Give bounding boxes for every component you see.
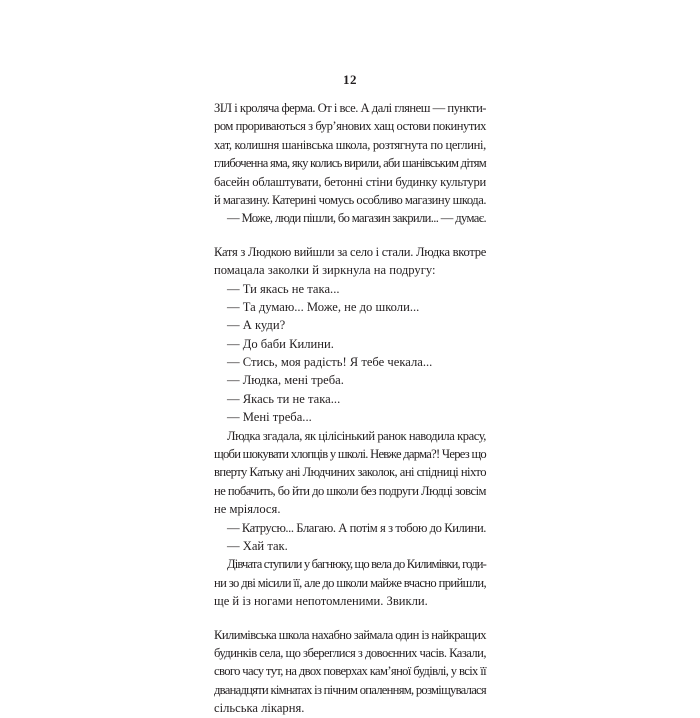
text-block <box>214 99 486 228</box>
block-gap <box>214 228 486 243</box>
text-line: ром прориваються з бур’янових хащ остови покинутих <box>214 119 486 134</box>
page-number: 12 <box>343 72 357 87</box>
text-line: хат, колишня шанівська школа, розтягнута по цеглині, <box>214 137 486 152</box>
text-line: басейн облаштувати, бетонні стіни будинку культури <box>214 174 486 189</box>
text-line: — Та думаю... Може, не до школи... <box>227 299 420 314</box>
text-line: щоби шокувати хлопців у школі. Невже дарма?! Через що <box>214 447 486 462</box>
text-line: Людка згадала, як цілісінький ранок наводила красу, <box>227 428 486 443</box>
text-line: — Може, люди пішли, бо магазин закрили... — думає. <box>227 211 486 226</box>
text-line: ни зо дві місили її, але до школи майже вчасно прийшли, <box>214 575 486 590</box>
text-line: вперту Катьку ані Людчиних заколок, ані спідниці ніхто <box>214 465 486 480</box>
text-line: не побачить, бо йти до школи без подруги Людці зовсім <box>214 483 486 498</box>
text-line: й магазину. Катерині чомусь особливо магазину шкода. <box>214 192 486 207</box>
text-line: — До баби Килини. <box>227 336 334 351</box>
text-line: будинків села, що збереглися з довоєнних часів. Казали, <box>214 645 486 660</box>
block-gap <box>214 611 486 626</box>
text-line: Килимівська школа нахабно займала один із найкращих <box>214 627 486 642</box>
text-line: — Якась ти не така... <box>227 391 341 406</box>
text-line: — Мені треба... <box>227 410 312 425</box>
text-line: ще й із ногами непотомленими. Звикли. <box>214 594 428 609</box>
text-line: дванадцяти кімнатах із пічним опаленням, розміщувалася <box>214 682 486 697</box>
text-line: — Катрусю... Благаю. А потім я з тобою до Килини. <box>227 520 486 535</box>
text-line: — А куди? <box>227 318 286 333</box>
text-line: — Хай так. <box>227 538 288 553</box>
text-line: сільська лікарня. <box>214 701 305 716</box>
text-line: Катя з Людкою вийшли за село і стали. Людка вкотре <box>214 244 486 259</box>
text-line: глибоченна яма, яку колись вирили, аби шанівським дітям <box>214 156 486 171</box>
text-column <box>214 99 486 718</box>
text-line: помацала заколки й зиркнула на подругу: <box>214 263 436 278</box>
text-line: — Людка, мені треба. <box>227 373 344 388</box>
text-line: не мріялося. <box>214 502 281 517</box>
text-line: Дівчата ступили у багнюку, що вела до Килимівки, годи- <box>227 557 486 572</box>
text-block <box>214 243 486 611</box>
text-line: — Стись, моя радість! Я тебе чекала... <box>227 355 433 370</box>
text-line: — Ти якась не така... <box>227 281 340 296</box>
text-block <box>214 626 486 718</box>
text-line: свого часу тут, на двох поверхах кам’яної будівлі, у всіх її <box>214 664 486 679</box>
text-line: ЗІЛ і кроляча ферма. От і все. А далі глянеш — пункти- <box>214 101 486 115</box>
